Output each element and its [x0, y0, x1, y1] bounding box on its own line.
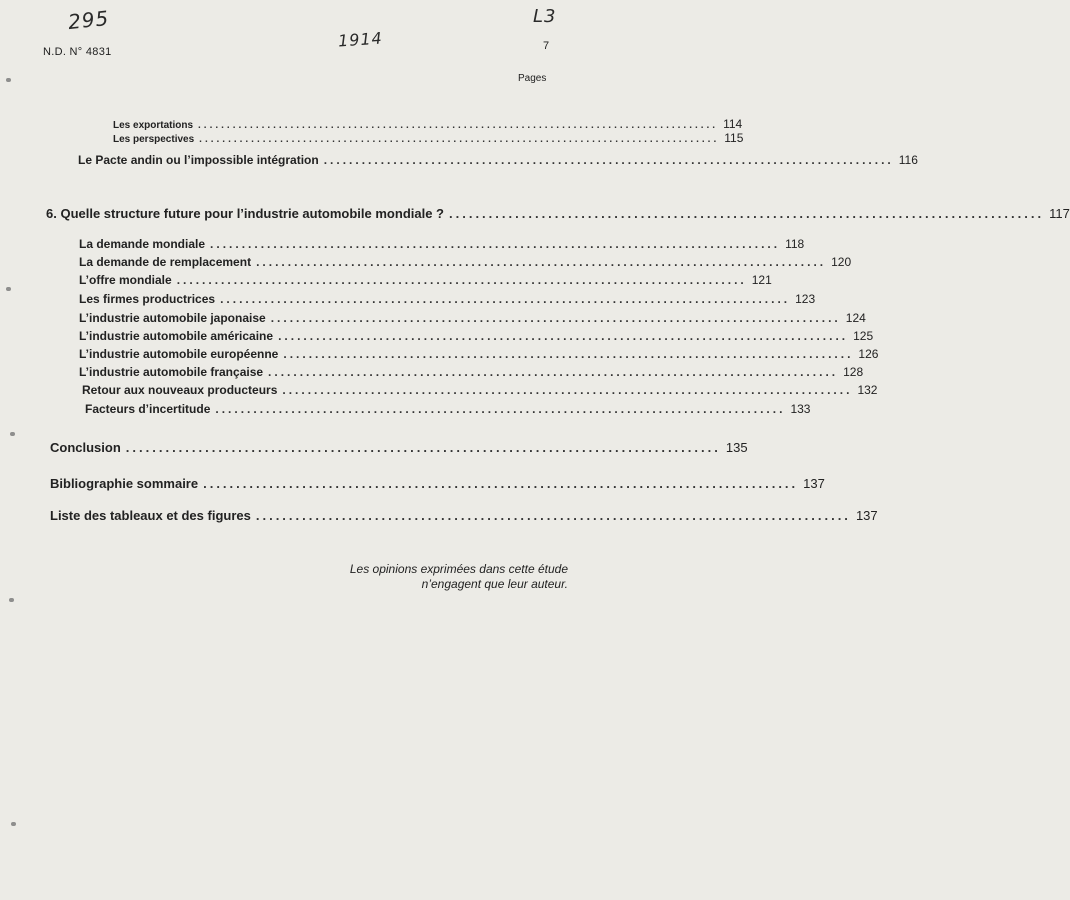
toc-entry-label: Les perspectives	[113, 134, 195, 145]
toc-leader-dots: ..........................................................................................	[255, 508, 851, 523]
toc-entry-exportations	[113, 117, 743, 131]
toc-entry-offre-mondiale	[79, 273, 772, 287]
toc-entry-retour-nouveaux-producteurs	[82, 383, 878, 397]
toc-entry-industrie-japonaise	[79, 311, 866, 325]
toc-entry-label: 6. Quelle structure future pour l’industrie automobile mondiale ?	[46, 206, 444, 221]
toc-entry-label: Les firmes productrices	[79, 292, 216, 306]
toc-entry-firmes-productrices	[79, 292, 816, 306]
scan-speck	[11, 822, 16, 826]
toc-entry-liste-tableaux	[50, 508, 878, 523]
toc-leader-dots: ..........................................................................................	[278, 329, 849, 343]
toc-entry-page: 115	[724, 131, 744, 145]
toc-chapter-6	[46, 206, 1070, 221]
toc-leader-dots: ..........................................................................................	[256, 255, 827, 269]
toc-entry-label: La demande mondiale	[79, 237, 206, 251]
toc-entry-page: 118	[785, 237, 805, 251]
scan-speck	[10, 432, 15, 436]
toc-leader-dots: ..........................................................................................	[270, 311, 841, 325]
toc-entry-page: 126	[858, 347, 879, 361]
toc-leader-dots: ..........................................................................................	[220, 292, 791, 306]
toc-entry-page: 125	[853, 329, 874, 343]
toc-entry-label: Liste des tableaux et des figures	[50, 508, 251, 523]
toc-entry-page: 135	[725, 440, 748, 455]
toc-leader-dots: ..........................................................................................	[282, 383, 853, 397]
toc-entry-page: 123	[795, 292, 816, 306]
toc-entry-label: Les exportations	[113, 120, 194, 131]
page-number: 7	[543, 40, 550, 52]
toc-entry-label: La demande de remplacement	[79, 255, 252, 269]
toc-leader-dots: ..........................................................................................	[203, 476, 799, 491]
toc-leader-dots: ..........................................................................................	[283, 347, 854, 361]
toc-leader-dots: ..........................................................................................	[323, 153, 894, 167]
disclaimer-line-1: Les opinions exprimées dans cette étude	[349, 562, 568, 576]
toc-entry-page: 137	[855, 508, 878, 523]
pages-column-label: Pages	[518, 73, 547, 84]
toc-entry-label: Retour aux nouveaux producteurs	[82, 383, 278, 397]
toc-entry-label: L’industrie automobile japonaise	[79, 311, 266, 325]
toc-entry-label: L’industrie automobile américaine	[79, 329, 274, 343]
toc-entry-page: 114	[723, 117, 743, 131]
toc-entry-facteurs-incertitude	[85, 402, 811, 416]
toc-entry-label: Le Pacte andin ou l’impossible intégration	[78, 153, 319, 167]
scan-speck	[6, 78, 11, 82]
toc-leader-dots: ..........................................................................................	[215, 402, 786, 416]
toc-entry-page: 117	[1049, 206, 1070, 221]
toc-entry-label: Bibliographie sommaire	[50, 476, 199, 491]
toc-entry-page: 124	[845, 311, 866, 325]
toc-leader-dots: ..........................................................................................	[268, 365, 839, 379]
toc-entry-page: 128	[843, 365, 864, 379]
toc-entry-industrie-francaise	[79, 365, 864, 379]
disclaimer-line-2: n’engagent que leur auteur.	[421, 577, 568, 591]
toc-entry-label: L’offre mondiale	[79, 273, 172, 287]
toc-entry-conclusion	[50, 440, 748, 455]
toc-leader-dots: ..........................................................................................	[210, 237, 781, 251]
toc-entry-industrie-europeenne	[79, 347, 879, 361]
toc-leader-dots: ..........................................................................................	[176, 273, 747, 287]
toc-leader-dots: ..........................................................................................	[449, 206, 1045, 221]
toc-entry-page: 120	[831, 255, 852, 269]
toc-entry-page: 133	[790, 402, 811, 416]
toc-entry-label: L’industrie automobile française	[79, 365, 264, 379]
scan-speck	[9, 598, 14, 602]
toc-entry-demande-remplacement	[79, 255, 852, 269]
disclaimer-note	[350, 562, 568, 592]
toc-leader-dots: ..........................................................................................	[199, 134, 720, 145]
handwritten-annotation-top-center: 1914	[337, 28, 384, 51]
toc-leader-dots: ..........................................................................................	[125, 440, 721, 455]
handwritten-annotation-top-left: 295	[66, 5, 111, 35]
toc-entry-label: Facteurs d’incertitude	[85, 402, 211, 416]
toc-entry-label: Conclusion	[50, 440, 121, 455]
toc-entry-bibliographie	[50, 476, 825, 491]
toc-leader-dots: ..........................................................................................	[198, 120, 719, 131]
toc-entry-pacte-andin	[78, 153, 918, 167]
document-reference: N.D. N° 4831	[43, 46, 112, 58]
toc-entry-label: L’industrie automobile européenne	[79, 347, 279, 361]
toc-entry-industrie-americaine	[79, 329, 874, 343]
toc-entry-page: 132	[857, 383, 878, 397]
toc-entry-page: 121	[751, 273, 772, 287]
handwritten-annotation-top-right: L3	[533, 6, 557, 27]
toc-entry-page: 137	[803, 476, 825, 491]
toc-entry-page: 116	[898, 153, 918, 167]
toc-entry-demande-mondiale	[79, 237, 805, 251]
toc-entry-perspectives	[113, 131, 744, 145]
scan-speck	[6, 287, 11, 291]
